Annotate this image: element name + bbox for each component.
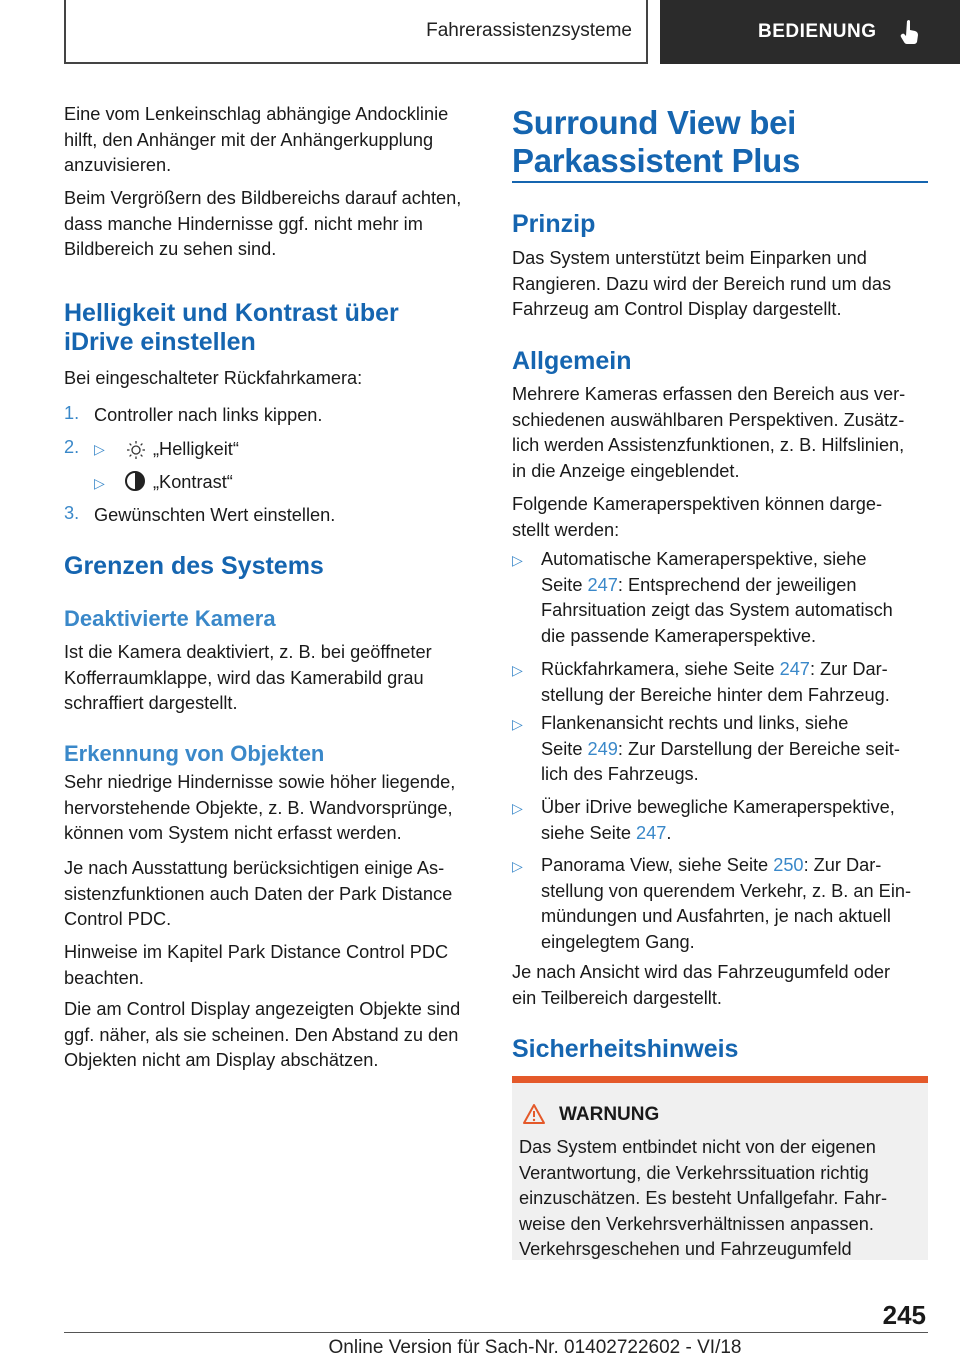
- text-line: Die am Control Display angezeigten Objekte sind: [64, 999, 461, 1019]
- text-line: [541, 737, 900, 763]
- heading-line: Helligkeit und Kontrast über: [64, 299, 399, 327]
- triangle-bullet-icon: ▷: [512, 662, 523, 678]
- step-text: Gewünschten Wert einstellen.: [94, 505, 336, 525]
- list-item: [541, 657, 890, 708]
- text-line: Fahrzeug am Control Display dargestellt.: [512, 299, 842, 320]
- brightness-intro: Bei eingeschalteter Rückfahrkamera:: [64, 368, 363, 388]
- text-line: schiedenen auswählbaren Perspektiven. Zusätz‐: [512, 409, 905, 430]
- intro-paragraph-1: [64, 102, 448, 179]
- text-line: Das System unterstützt beim Einparken und: [512, 248, 867, 268]
- text-span: : Entsprechend der jeweiligen: [617, 574, 857, 595]
- objects-paragraph-2: [64, 856, 452, 933]
- text-line: stellt werden:: [512, 519, 620, 540]
- page-link[interactable]: 247: [779, 659, 810, 679]
- triangle-bullet-icon: ▷: [94, 475, 105, 491]
- text-line: Flankenansicht rechts und links, siehe: [541, 713, 849, 733]
- text-line: ggf. näher, als sie scheinen. Den Abstand zu den: [64, 1024, 459, 1045]
- title-line: Surround View bei: [512, 104, 797, 141]
- heading-safety: Sicherheitshinweis: [512, 1035, 739, 1063]
- heading-general: Allgemein: [512, 347, 632, 375]
- step-number: 2.: [64, 437, 80, 457]
- text-line: Eine vom Lenkeinschlag abhängige Andocklinie: [64, 104, 449, 124]
- list-item: [541, 547, 893, 649]
- text-line: [541, 853, 911, 879]
- text-line: sistenzfunktionen auch Daten der Park Distance: [64, 883, 453, 904]
- contrast-icon: [124, 470, 146, 492]
- objects-paragraph-1: [64, 770, 455, 847]
- text-span: Rückfahrkamera, siehe Seite: [541, 659, 780, 679]
- text-line: Hinweise im Kapitel Park Distance Control PDC: [64, 942, 449, 962]
- text-line: weise den Verkehrsverhältnissen anpassen.: [519, 1213, 874, 1234]
- text-line: lich des Fahrzeugs.: [541, 764, 699, 785]
- triangle-bullet-icon: ▷: [512, 716, 523, 732]
- text-line: [541, 657, 890, 683]
- text-span: Panorama View, siehe Seite: [541, 855, 774, 875]
- text-span: : Zur Dar‐: [809, 659, 888, 679]
- text-line: Rangieren. Dazu wird der Bereich rund um das: [512, 273, 892, 294]
- heading-deactivated-camera: Deaktivierte Kamera: [64, 606, 276, 631]
- heading-principle: Prinzip: [512, 210, 596, 238]
- text-line: Verkehrsgeschehen und Fahrzeugumfeld: [519, 1239, 852, 1260]
- text-line: Ist die Kamera deaktiviert, z. B. bei geöffneter: [64, 642, 432, 662]
- text-line: beachten.: [64, 967, 144, 988]
- step-text: Controller nach links kippen.: [94, 405, 323, 425]
- triangle-bullet-icon: ▷: [512, 552, 523, 568]
- text-line: Sehr niedrige Hindernisse sowie höher liegende,: [64, 772, 456, 792]
- text-line: Über iDrive bewegliche Kameraperspektive,: [541, 797, 895, 817]
- hand-pointer-icon: [899, 19, 921, 45]
- footer-text: Online Version für Sach-Nr. 01402722602 - VI/18: [328, 1337, 742, 1358]
- text-line: Control PDC.: [64, 909, 172, 930]
- triangle-bullet-icon: ▷: [512, 800, 523, 816]
- deactivated-paragraph: [64, 640, 432, 717]
- text-span: : Zur Darstellung der Bereiche seit‐: [617, 738, 900, 759]
- text-span: Seite: [541, 574, 588, 595]
- heading-system-limits: Grenzen des Systems: [64, 552, 324, 580]
- section-title-text: Fahrerassistenzsysteme: [426, 20, 632, 41]
- text-line: Objekten nicht am Display abschätzen.: [64, 1050, 379, 1071]
- text-line: Das System entbindet nicht von der eigenen: [519, 1137, 876, 1157]
- text-line: stellung von querendem Verkehr, z. B. an Ein‐: [541, 880, 912, 901]
- text-line: mündungen und Ausfahrten, je nach aktuell: [541, 906, 891, 927]
- page-title: [512, 104, 800, 180]
- text-line: Beim Vergrößern des Bildbereichs darauf achten,: [64, 188, 462, 208]
- text-line: [541, 821, 895, 847]
- text-line: Automatische Kameraperspektive, siehe: [541, 549, 867, 569]
- text-line: hervorstehende Objekte, z. B. Wandvorsprünge,: [64, 797, 453, 818]
- text-line: [541, 573, 893, 599]
- general-paragraph-1: [512, 382, 905, 484]
- intro-paragraph-2: [64, 186, 461, 263]
- text-line: stellung der Bereiche hinter dem Fahrzeug.: [541, 684, 890, 705]
- text-line: in die Anzeige eingeblendet.: [512, 460, 740, 481]
- title-line: Parkassistent Plus: [512, 142, 801, 179]
- page-number: 245: [882, 1300, 926, 1330]
- text-line: Folgende Kameraperspektiven können darge‐: [512, 494, 883, 514]
- list-item: [541, 711, 900, 788]
- page-link[interactable]: 247: [636, 822, 667, 843]
- text-span: : Zur Dar‐: [803, 855, 882, 875]
- page-link[interactable]: 247: [587, 574, 618, 595]
- brightness-icon: [126, 440, 146, 460]
- text-line: dass manche Hindernisse ggf. nicht mehr im: [64, 213, 423, 234]
- warning-text: [519, 1135, 919, 1263]
- text-line: anzuvisieren.: [64, 155, 172, 176]
- warning-triangle-icon: [522, 1103, 546, 1125]
- text-line: Fahrsituation zeigt das System automatisch: [541, 600, 893, 621]
- text-span: Seite: [541, 738, 588, 759]
- heading-brightness-contrast: [64, 299, 399, 357]
- heading-object-detection: Erkennung von Objekten: [64, 741, 325, 766]
- chapter-title-text: BEDIENUNG: [758, 21, 877, 42]
- title-divider: [512, 181, 928, 183]
- text-line: einzuschätzen. Es besteht Unfallgefahr. Fahr‐: [519, 1188, 887, 1209]
- step-number: 3.: [64, 503, 80, 523]
- triangle-bullet-icon: ▷: [94, 441, 105, 457]
- text-line: lich werden Assistenzfunktionen, z. B. Hilfslinien,: [512, 435, 905, 456]
- general-paragraph-2: [512, 492, 882, 543]
- text-line: Je nach Ausstattung berücksichtigen einige As‐: [64, 858, 445, 878]
- text-line: die passende Kameraperspektive.: [541, 625, 816, 646]
- heading-line: iDrive einstellen: [64, 328, 256, 356]
- general-paragraph-3: [512, 960, 890, 1011]
- text-line: Je nach Ansicht wird das Fahrzeugumfeld oder: [512, 962, 891, 982]
- triangle-bullet-icon: ▷: [512, 858, 523, 874]
- text-line: Verantwortung, die Verkehrssituation richtig: [519, 1162, 869, 1183]
- page-link[interactable]: 250: [773, 855, 804, 875]
- objects-paragraph-4: [64, 997, 460, 1074]
- text-line: eingelegtem Gang.: [541, 931, 695, 952]
- text-line: Kofferraumklappe, wird das Kamerabild grau: [64, 667, 424, 688]
- step-text: „Kontrast“: [153, 472, 233, 492]
- list-item: [541, 795, 895, 846]
- text-line: Mehrere Kameras erfassen den Bereich aus ver‐: [512, 384, 906, 404]
- page-link[interactable]: 249: [587, 738, 618, 759]
- warning-bar: [512, 1076, 928, 1083]
- header-section-title: [64, 0, 648, 64]
- text-line: ein Teilbereich dargestellt.: [512, 987, 722, 1008]
- header-chapter-tab[interactable]: [660, 0, 960, 64]
- objects-paragraph-3: [64, 940, 448, 991]
- step-number: 1.: [64, 403, 80, 423]
- text-line: können vom System nicht erfasst werden.: [64, 823, 402, 844]
- text-span: siehe Seite: [541, 822, 637, 843]
- footer-divider: [64, 1332, 928, 1333]
- text-line: hilft, den Anhänger mit der Anhängerkupplung: [64, 129, 434, 150]
- warning-title: WARNUNG: [559, 1104, 660, 1125]
- text-span: .: [666, 822, 672, 843]
- principle-paragraph: [512, 246, 891, 323]
- text-line: schraffiert dargestellt.: [64, 693, 238, 714]
- list-item: [541, 853, 911, 955]
- text-line: Bildbereich zu sehen sind.: [64, 239, 277, 260]
- step-text: „Helligkeit“: [153, 439, 239, 459]
